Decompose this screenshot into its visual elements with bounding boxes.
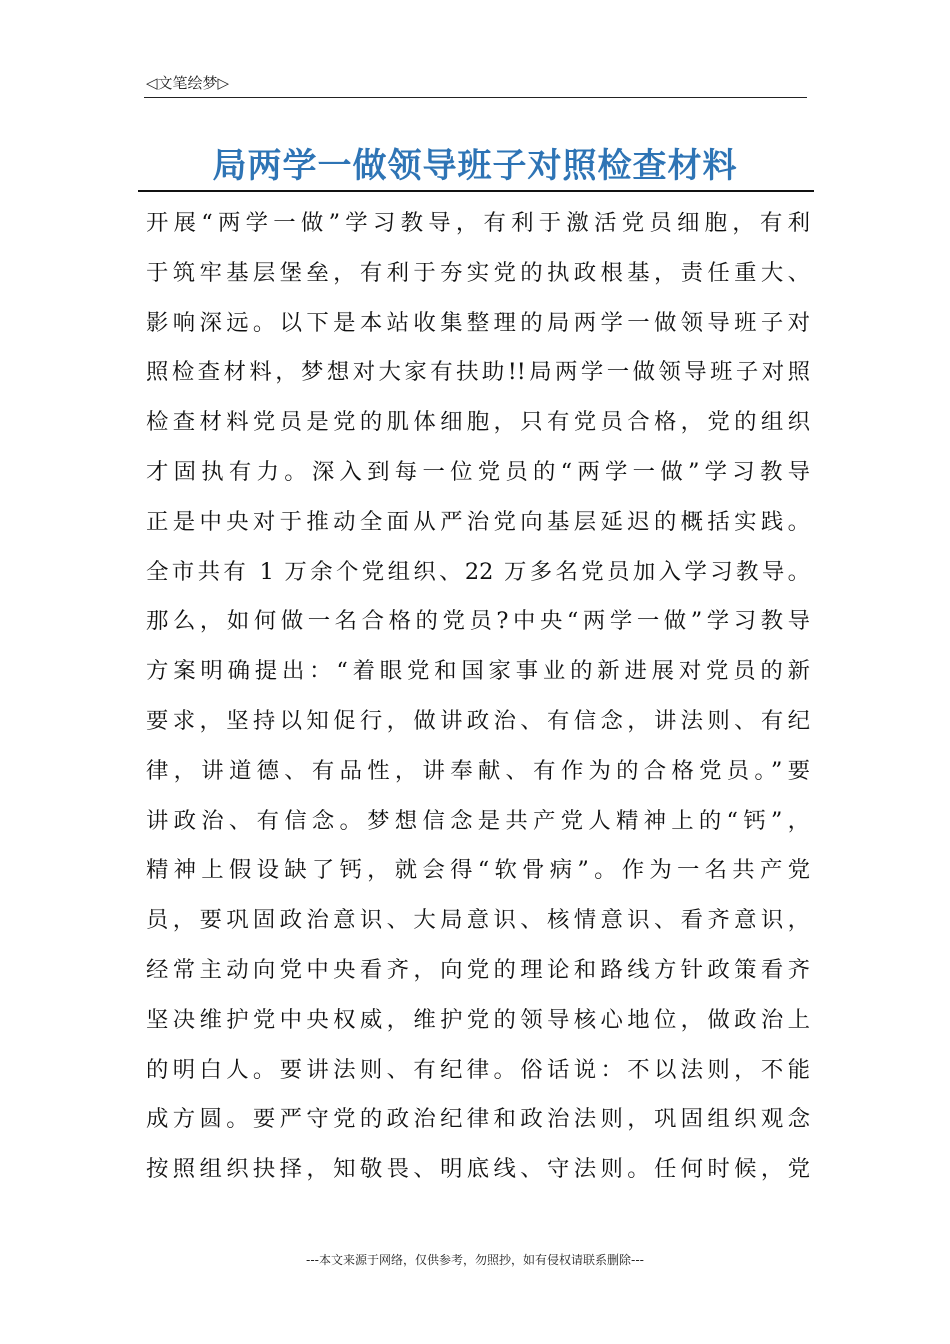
body-line: 按照组织抉择，知敬畏、明底线、守法则。任何时候，党 <box>146 1156 810 1183</box>
body-line: 律，讲道德、有品性，讲奉献、有作为的合格党员。”要 <box>146 757 810 784</box>
title-divider <box>138 190 814 192</box>
body-line: 的明白人。要讲法则、有纪律。俗话说：不以法则，不能 <box>146 1056 810 1083</box>
document-footer-disclaimer: ---本文来源于网络，仅供参考，勿照抄，如有侵权请联系删除--- <box>306 1253 644 1267</box>
body-line: 正是中央对于推动全面从严治党向基层延迟的概括实践。 <box>146 508 810 535</box>
body-line: 检查材料党员是党的肌体细胞，只有党员合格，党的组织 <box>146 409 810 436</box>
body-line: 要求，坚持以知促行，做讲政治、有信念，讲法则、有纪 <box>146 707 810 734</box>
body-line: 精神上假设缺了钙，就会得“软骨病”。作为一名共产党 <box>146 857 810 884</box>
body-line: 全市共有 1 万余个党组织、22 万多名党员加入学习教导。 <box>146 558 810 585</box>
body-line: 影响深远。以下是本站收集整理的局两学一做领导班子对 <box>146 309 810 336</box>
body-line: 才固执有力。深入到每一位党员的“两学一做”学习教导 <box>146 458 810 485</box>
body-line: 于筑牢基层堡垒，有利于夯实党的执政根基，责任重大、 <box>146 259 810 286</box>
body-line: 员，要巩固政治意识、大局意识、核情意识、看齐意识， <box>146 907 810 934</box>
body-line: 坚决维护党中央权威，维护党的领导核心地位，做政治上 <box>146 1006 810 1033</box>
body-line: 照检查材料，梦想对大家有扶助!!局两学一做领导班子对照 <box>146 359 810 386</box>
body-line: 经常主动向党中央看齐，向党的理论和路线方针政策看齐 <box>146 956 810 983</box>
body-line: 那么，如何做一名合格的党员?中央“两学一做”学习教导 <box>146 608 810 635</box>
body-line: 讲政治、有信念。梦想信念是共产党人精神上的“钙”， <box>146 807 810 834</box>
body-line: 成方圆。要严守党的政治纪律和政治法则，巩固组织观念 <box>146 1106 810 1133</box>
header-divider <box>144 97 807 98</box>
document-body <box>146 199 810 1195</box>
body-line: 方案明确提出：“着眼党和国家事业的新进展对党员的新 <box>146 658 810 685</box>
document-header-label: ◁文笔绘梦▷ <box>146 74 230 92</box>
body-line: 开展“两学一做”学习教导，有利于激活党员细胞，有利 <box>146 210 810 236</box>
document-title: 局两学一做领导班子对照检查材料 <box>212 146 738 186</box>
